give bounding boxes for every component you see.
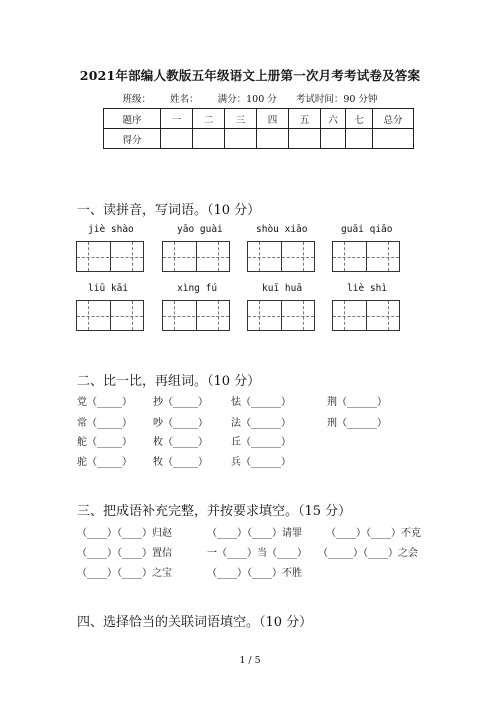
writing-box[interactable]	[162, 300, 230, 331]
writing-box[interactable]	[76, 300, 144, 331]
exam-time: 考试时间：90 分钟	[295, 94, 378, 105]
idiom-item[interactable]: （_____）（____）之会	[318, 548, 418, 559]
pinyin-label: xìng fú	[177, 283, 218, 294]
idiom-item[interactable]: （____）（____）不胜	[207, 568, 302, 579]
idiom-item[interactable]: （____）（____）请罪	[207, 528, 302, 539]
compare-item[interactable]: 枚（_____）	[153, 437, 208, 448]
table-cell: 七	[346, 109, 373, 129]
score-cell[interactable]	[257, 129, 289, 149]
score-cell[interactable]	[289, 129, 321, 149]
pinyin-label: guāi qiǎo	[341, 224, 393, 235]
score-cell[interactable]	[321, 129, 346, 149]
compare-item[interactable]: 吵（_____）	[153, 418, 208, 429]
section-2-heading: 二、比一比，再组词。（10 分）	[77, 374, 261, 389]
compare-item[interactable]: 舵（_____）	[77, 437, 132, 448]
pinyin-label: liū kāi	[88, 283, 129, 294]
compare-item[interactable]: 牧（_____）	[153, 457, 208, 468]
section-1-heading: 一、读拼音，写词语。（10 分）	[77, 203, 261, 218]
table-cell: 二	[193, 109, 225, 129]
score-table-score-row	[104, 129, 414, 149]
score-cell[interactable]	[161, 129, 193, 149]
compare-item[interactable]: 刑（______）	[327, 418, 387, 429]
compare-item[interactable]: 驼（_____）	[77, 457, 132, 468]
compare-item[interactable]: 抄（_____）	[153, 397, 208, 408]
idiom-item[interactable]: （____）（____）归赵	[77, 528, 172, 539]
compare-item[interactable]: 常（_____）	[77, 418, 132, 429]
table-cell: 得分	[104, 129, 161, 149]
writing-box[interactable]	[332, 300, 400, 331]
class-label: 班级：	[122, 94, 152, 105]
score-cell[interactable]	[346, 129, 373, 149]
table-cell: 一	[161, 109, 193, 129]
exam-title: 2021年部编人教版五年级语文上册第一次月考考试卷及答案	[79, 68, 421, 83]
writing-box[interactable]	[247, 241, 315, 272]
section-4-heading: 四、选择恰当的关联词语填空。（10 分）	[77, 615, 313, 630]
table-cell: 总分	[373, 109, 414, 129]
writing-box[interactable]	[247, 300, 315, 331]
idiom-item[interactable]: 一（____）当（____）	[207, 548, 307, 559]
table-cell: 题序	[104, 109, 161, 129]
writing-box[interactable]	[162, 241, 230, 272]
compare-item[interactable]: 怯（______）	[231, 397, 291, 408]
table-cell: 六	[321, 109, 346, 129]
writing-box[interactable]	[332, 241, 400, 272]
compare-item[interactable]: 荆（______）	[327, 397, 387, 408]
table-cell: 四	[257, 109, 289, 129]
table-cell: 五	[289, 109, 321, 129]
section-3-heading: 三、把成语补充完整，并按要求填空。（15 分）	[77, 504, 352, 519]
pinyin-label: yāo guài	[177, 224, 223, 235]
name-label: 姓名：	[170, 94, 199, 105]
full-score: 满分：100 分	[217, 94, 277, 105]
pinyin-label: kuī huā	[262, 283, 303, 294]
idiom-item[interactable]: （____）（____）不克	[326, 528, 421, 539]
score-table	[103, 108, 414, 149]
compare-item[interactable]: 党（_____）	[77, 397, 132, 408]
score-cell[interactable]	[225, 129, 257, 149]
exam-info	[0, 91, 500, 105]
page-number: 1 / 5	[239, 655, 261, 666]
pinyin-label: jiè shào	[88, 224, 134, 235]
idiom-item[interactable]: （____）（____）置信	[77, 548, 172, 559]
compare-item[interactable]: 兵（______）	[231, 457, 291, 468]
score-cell[interactable]	[193, 129, 225, 149]
score-table-header-row	[104, 109, 414, 129]
table-cell: 三	[225, 109, 257, 129]
idiom-item[interactable]: （____）（____）之宝	[77, 568, 172, 579]
score-cell[interactable]	[373, 129, 414, 149]
compare-item[interactable]: 法（______）	[231, 418, 291, 429]
pinyin-label: shòu xiāo	[256, 224, 308, 235]
compare-item[interactable]: 丘（______）	[231, 437, 291, 448]
writing-box[interactable]	[76, 241, 144, 272]
pinyin-label: liè shì	[347, 283, 388, 294]
